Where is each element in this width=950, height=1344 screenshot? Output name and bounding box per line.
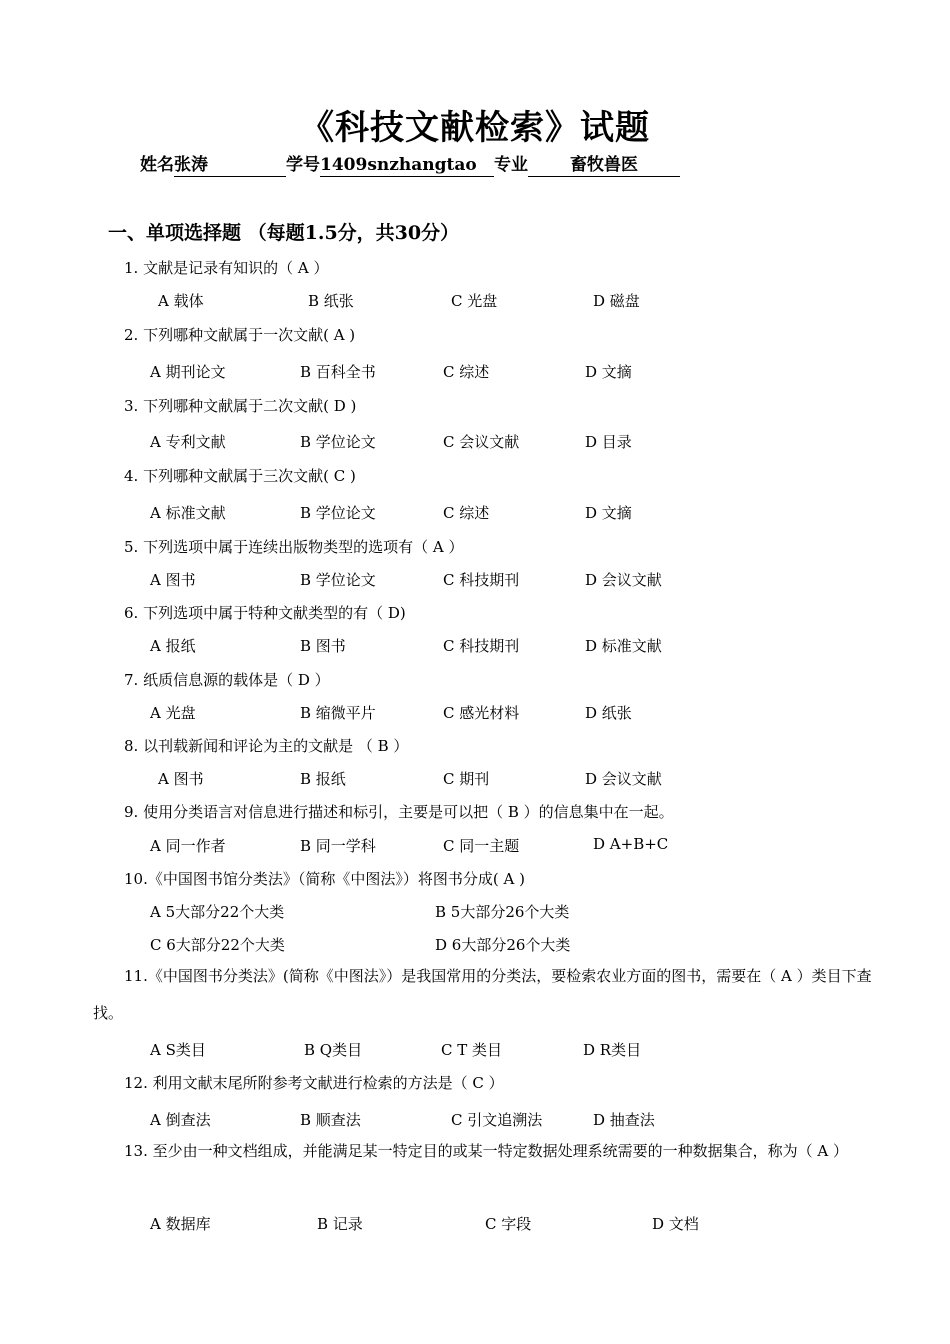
options-4 — [0, 502, 950, 524]
option-c: C 科技期刊 — [443, 637, 520, 655]
name-label: 姓名 — [140, 155, 174, 175]
option-c: C 综述 — [443, 363, 490, 381]
question-9: 9. 使用分类语言对信息进行描述和标引，主要是可以把（ B ）的信息集中在一起。 — [124, 803, 674, 821]
option-c: C 同一主题 — [443, 837, 520, 855]
option-d: D 磁盘 — [593, 292, 640, 310]
options-2 — [0, 361, 950, 383]
question-12: 12. 利用文献末尾所附参考文献进行检索的方法是（ C ） — [124, 1074, 504, 1092]
options-10-row1 — [0, 901, 950, 923]
option-a: A S类目 — [150, 1041, 206, 1059]
option-b: B 报纸 — [300, 770, 346, 788]
question-3: 3. 下列哪种文献属于二次文献( D ) — [124, 397, 357, 415]
question-4: 4. 下列哪种文献属于三次文献( C ) — [124, 467, 356, 485]
option-b: B 百科全书 — [300, 363, 376, 381]
option-b: B 顺查法 — [300, 1111, 361, 1129]
option-d: D 文摘 — [585, 504, 632, 522]
option-b: B 纸张 — [308, 292, 354, 310]
question-13: 13. 至少由一种文档组成，并能满足某一特定目的或某一特定数据处理系统需要的一种数据集合，称为（ A ） — [124, 1142, 848, 1160]
options-1 — [0, 290, 950, 312]
options-5 — [0, 569, 950, 591]
major-value: 畜牧兽医 — [528, 150, 680, 177]
section-heading: 一、单项选择题 （每题1.5分，共30分） — [108, 222, 460, 244]
option-d: D R类目 — [583, 1041, 642, 1059]
options-7 — [0, 702, 950, 724]
option-b: B 学位论文 — [300, 504, 376, 522]
option-d: D 标准文献 — [585, 637, 662, 655]
option-b: B 缩微平片 — [300, 704, 376, 722]
option-d: D 会议文献 — [585, 770, 662, 788]
options-9 — [0, 835, 950, 857]
options-8 — [0, 768, 950, 790]
options-11 — [0, 1039, 950, 1061]
options-10-row2 — [0, 934, 950, 956]
option-b: B 图书 — [300, 637, 346, 655]
option-c: C 字段 — [485, 1215, 532, 1233]
option-b: B 学位论文 — [300, 571, 376, 589]
option-a: A 标准文献 — [150, 504, 226, 522]
options-6 — [0, 635, 950, 657]
option-c: C 期刊 — [443, 770, 490, 788]
question-5: 5. 下列选项中属于连续出版物类型的选项有（ A ） — [124, 538, 464, 556]
option-c: C 感光材料 — [443, 704, 520, 722]
options-12 — [0, 1109, 950, 1131]
option-d: D 文摘 — [585, 363, 632, 381]
option-c: C 引文追溯法 — [451, 1111, 543, 1129]
question-2: 2. 下列哪种文献属于一次文献( A ) — [124, 326, 356, 344]
option-b: B 同一学科 — [300, 837, 376, 855]
option-a: A 光盘 — [150, 704, 196, 722]
option-d: D 目录 — [585, 433, 632, 451]
option-a: A 专利文献 — [150, 433, 226, 451]
option-b: B 5大部分26个大类 — [435, 903, 570, 921]
option-a: A 期刊论文 — [150, 363, 226, 381]
option-c: C 综述 — [443, 504, 490, 522]
option-a: A 载体 — [158, 292, 204, 310]
options-13 — [0, 1213, 950, 1235]
question-10: 10.《中国图书馆分类法》（简称《中图法》）将图书分成( A ) — [124, 870, 525, 888]
option-c: C 科技期刊 — [443, 571, 520, 589]
option-a: A 报纸 — [150, 637, 196, 655]
option-a: A 图书 — [158, 770, 204, 788]
question-6: 6. 下列选项中属于特种文献类型的有（ D) — [124, 604, 406, 622]
option-b: B 记录 — [317, 1215, 363, 1233]
student-info — [140, 150, 680, 177]
question-7: 7. 纸质信息源的载体是（ D ） — [124, 671, 330, 689]
question-11: 11.《中国图书分类法》(简称《中图法》）是我国常用的分类法，要检索农业方面的图书，需要在（ A ）类目下查找。 — [93, 967, 872, 1022]
option-a: A 同一作者 — [150, 837, 226, 855]
option-c: C 光盘 — [451, 292, 498, 310]
option-c: C T 类目 — [441, 1041, 503, 1059]
page-title: 《科技文献检索》试题 — [300, 108, 650, 148]
option-b: B Q类目 — [304, 1041, 363, 1059]
option-d: D 6大部分26个大类 — [435, 936, 571, 954]
option-b: B 学位论文 — [300, 433, 376, 451]
option-c: C 6大部分22个大类 — [150, 936, 285, 954]
option-a: A 图书 — [150, 571, 196, 589]
question-8: 8. 以刊载新闻和评论为主的文献是 （ B ） — [124, 737, 409, 755]
name-value: 张涛 — [174, 150, 286, 177]
option-d: D 抽查法 — [593, 1111, 655, 1129]
option-a: A 倒查法 — [150, 1111, 211, 1129]
option-c: C 会议文献 — [443, 433, 520, 451]
option-d: D 文档 — [652, 1215, 699, 1233]
option-d: D 会议文献 — [585, 571, 662, 589]
option-a: A 数据库 — [150, 1215, 211, 1233]
major-label: 专业 — [494, 155, 528, 175]
id-label: 学号 — [286, 155, 320, 175]
option-d: D 纸张 — [585, 704, 632, 722]
option-a: A 5大部分22个大类 — [150, 903, 285, 921]
option-d: D A+B+C — [593, 835, 669, 853]
options-3 — [0, 431, 950, 453]
question-1: 1. 文献是记录有知识的（ A ） — [124, 259, 329, 277]
id-value: 1409snzhangtao — [320, 155, 494, 177]
